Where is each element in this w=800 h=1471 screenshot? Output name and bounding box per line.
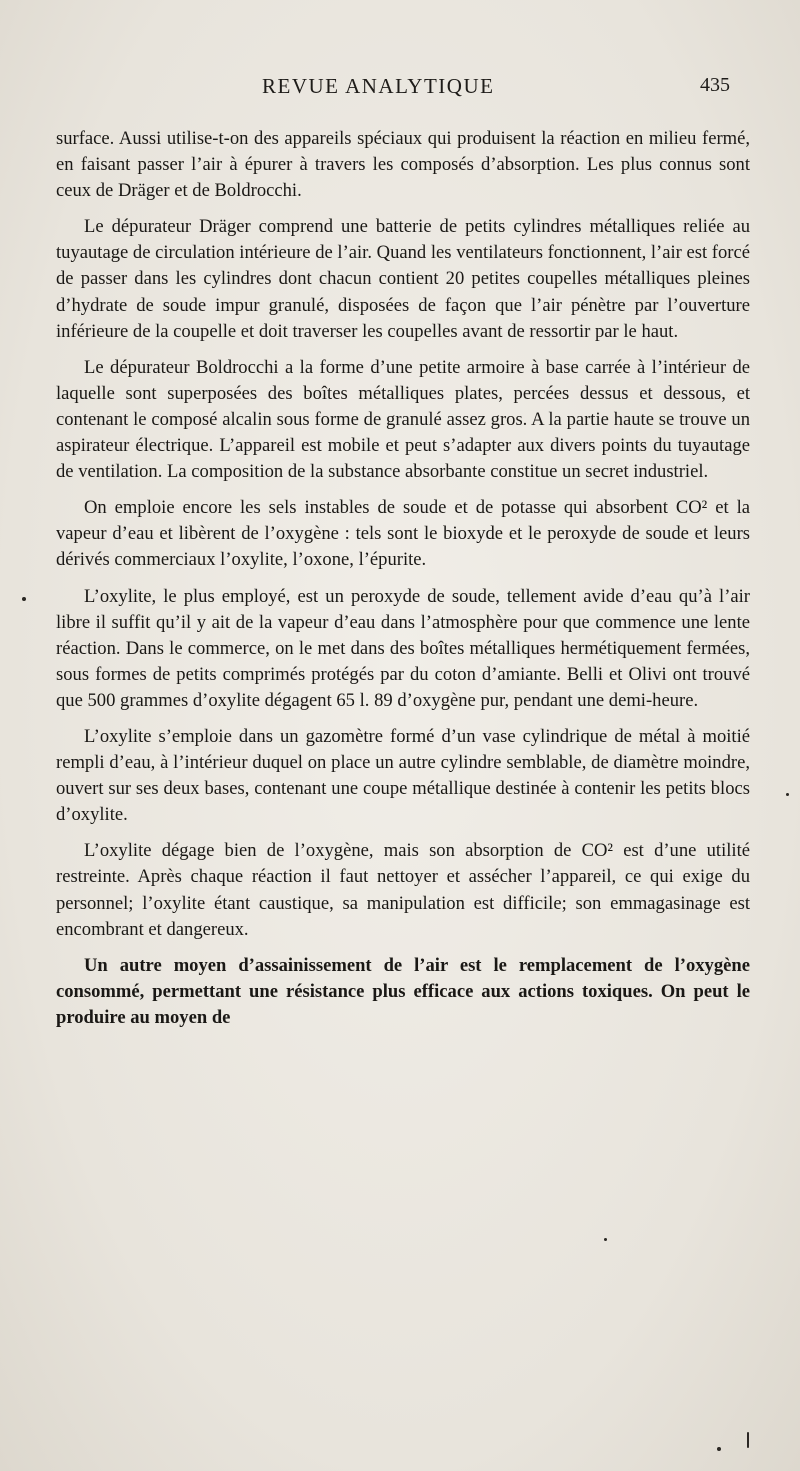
paragraph-oxygen-replacement: Un autre moyen d’assainissement de l’air est le remplacement de l’oxygène consommé, permettant une résistance plus efficace aux actions toxiques. On peut le produire au moyen de	[56, 954, 750, 1028]
paragraph-continuation: surface. Aussi utilise-t-on des appareils spéciaux qui produisent la réaction en milieu fermé, en faisant passer l’air à épurer à travers les composés d’absorption. Les plus connus sont ceux de Dräger et de Boldrocchi.	[56, 128, 750, 202]
paragraph-unstable-salts: On emploie encore les sels instables de soude et de potasse qui absorbent CO² et la vapeur d’eau et libèrent de l’oxygène : tels sont le bioxyde et le peroxyde de soude et leurs dérivés commerciaux l’oxylite, l’oxone, l’épurite.	[56, 497, 750, 571]
paragraph-gasometer: L’oxylite s’emploie dans un gazomètre formé d’un vase cylindrique de métal à moitié rempli d’eau, à l’intérieur duquel on place un autre cylindre semblable, de diamètre moindre, ouvert sur ses deux bases, contenant une coupe métallique destinée à contenir les petits blocs d’oxylite.	[56, 725, 750, 826]
scan-speck	[786, 793, 789, 796]
page-number: 435	[700, 74, 730, 96]
scan-speck	[747, 1432, 749, 1448]
page-header	[0, 74, 800, 104]
paragraph-boldrocchi: Le dépurateur Boldrocchi a la forme d’une petite armoire à base carrée à l’intérieur de laquelle sont superposées des boîtes métalliques plates, percées dessus et dessous, et contenant le composé alcalin sous forme de granulé assez gros. A la partie haute se trouve un aspirateur électrique. L’appareil est mobile et peut s’adapter aux divers points du tuyautage de ventilation. La composition de la substance absorbante constitue un secret industriel.	[56, 356, 750, 483]
paragraph-drager: Le dépurateur Dräger comprend une batterie de petits cylindres métalliques reliée au tuyautage de circulation intérieure de l’air. Quand les ventilateurs fonctionnent, l’air est forcé de passer dans les cylindres dont chacun contient 20 petites coupelles métalliques pleines d’hydrate de soude impur granulé, disposées de façon que l’air pénètre par l’ouverture inférieure de la coupelle et doit traverser les coupelles avant de ressortir par le haut.	[56, 216, 750, 342]
paragraph-oxylite: L’oxylite, le plus employé, est un peroxyde de soude, tellement avide d’eau qu’à l’air libre il suffit qu’il y ait de la vapeur d’eau dans l’atmosphère pour que commence une lente réaction. Dans le commerce, on le met dans des boîtes métalliques hermétiquement fermées, sous formes de petits comprimés protégés par du coton d’amiante. Belli et Olivi ont trouvé que 500 grammes d’oxylite dégagent 65 l. 89 d’oxygène pur, pendant une demi-heure.	[56, 585, 750, 711]
running-title: REVUE ANALYTIQUE	[262, 74, 495, 98]
paragraph-oxylite-drawbacks: L’oxylite dégage bien de l’oxygène, mais son absorption de CO² est d’une utilité restreinte. Après chaque réaction il faut nettoyer et assécher l’appareil, ce qui exige du personnel; l’oxylite étant caustique, sa manipulation est difficile; son emmagasinage est encombrant et dangereux.	[56, 840, 750, 940]
scan-speck	[604, 1238, 607, 1241]
scan-speck	[717, 1447, 721, 1451]
scan-speck	[22, 597, 26, 601]
body-text	[56, 126, 750, 1031]
